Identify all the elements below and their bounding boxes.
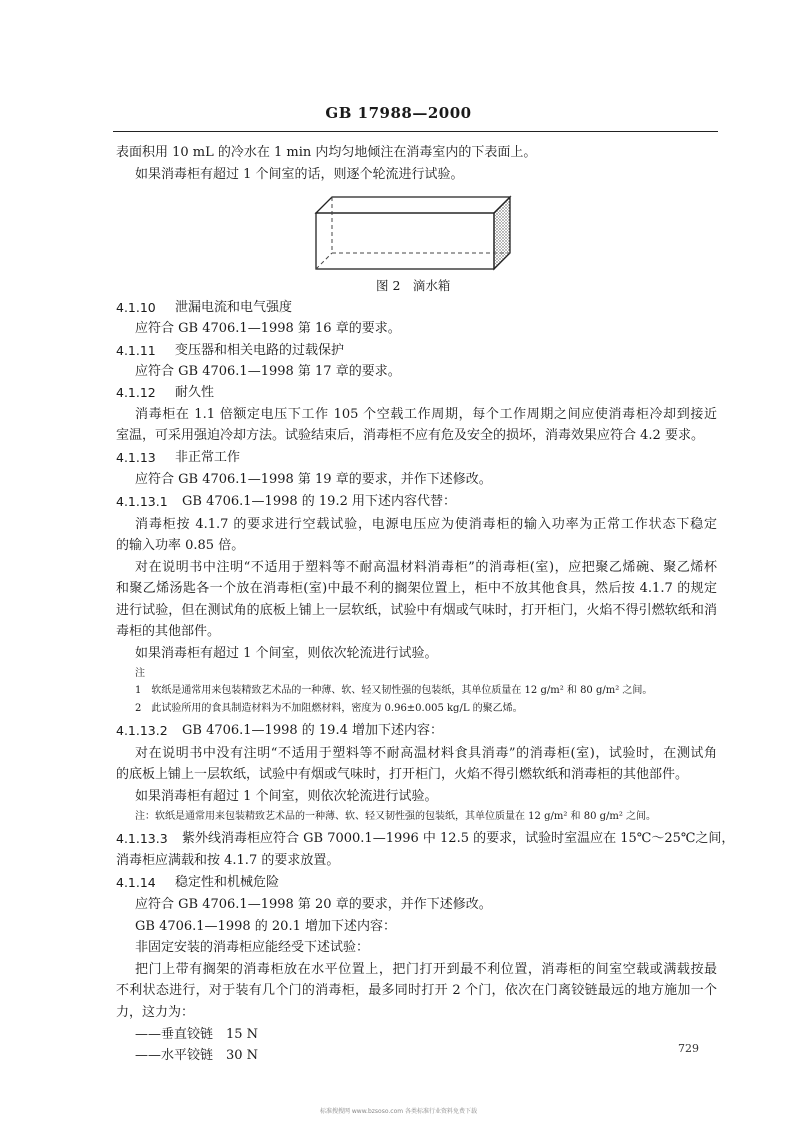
section-number: 4.1.13 — [116, 450, 156, 465]
list-item: ——水平铰链 30 N — [135, 1048, 259, 1063]
page-number: 729 — [678, 1042, 699, 1055]
section-title: 稳定性和机械危险 — [175, 875, 280, 890]
note-label: 注 — [135, 668, 145, 679]
paragraph-line: 室温，可采用强迫冷却方法。试验结束后，消毒柜不应有危及安全的损坏，消毒效果应符合 4.2 要求。 — [116, 428, 704, 443]
section-title: 耐久性 — [175, 385, 215, 400]
paragraph-line: 不利状态进行，对于装有几个门的消毒柜，最多同时打开 2 个门，依次在门离铰链最远的地方施加一个 — [116, 983, 717, 998]
standard-header: GB 17988—2000 — [325, 104, 472, 122]
paragraph-line: 应符合 GB 4706.1—1998 第 19 章的要求，并作下述修改。 — [135, 472, 492, 487]
footer-watermark: 标准搜搜网 www.bzsoso.com 各类标准行业资料免费下载 — [319, 1108, 478, 1115]
paragraph-line: 应符合 GB 4706.1—1998 第 16 章的要求。 — [135, 321, 401, 336]
list-item: ——垂直铰链 15 N — [135, 1027, 259, 1042]
paragraph-line: 对在说明书中注明“不适用于塑料等不耐高温材料消毒柜”的消毒柜(室)，应把聚乙烯碗、聚乙烯杯 — [135, 560, 717, 575]
paragraph-line: 的输入功率 0.85 倍。 — [116, 538, 245, 553]
section-title: 泄漏电流和电气强度 — [175, 300, 293, 315]
paragraph-line: 如果消毒柜有超过 1 个间室，则依次轮流进行试验。 — [135, 789, 438, 804]
note-line: 1 软纸是通常用来包装精致艺术品的一种薄、软、轻又韧性强的包装纸，其单位质量在 12 g/m² 和 80 g/m² 之间。 — [135, 685, 653, 696]
section-number: 4.1.13.1 — [116, 494, 168, 509]
section-title: 非正常工作 — [175, 450, 241, 465]
paragraph-line: 消毒柜在 1.1 倍额定电压下工作 105 个空载工作周期，每个工作周期之间应使消毒柜冷却到接近 — [135, 407, 717, 422]
section-number: 4.1.11 — [116, 343, 156, 358]
section-number: 4.1.13.2 — [116, 723, 168, 738]
header-rule — [113, 131, 718, 132]
paragraph-line: 力，这力为： — [116, 1005, 195, 1020]
note-line: 注：软纸是通常用来包装精致艺术品的一种薄、软、轻又韧性强的包装纸，其单位质量在 12 g/m² 和 80 g/m² 之间。 — [135, 811, 657, 822]
paragraph-line: 对在说明书中没有注明“不适用于塑料等不耐高温材料食具消毒”的消毒柜(室)，试验时，在测试角 — [135, 746, 717, 761]
box-front-face — [316, 213, 494, 269]
paragraph-line: 的底板上铺上一层软纸，试验中有烟或气味时，打开柜门，火焰不得引燃软纸和消毒柜的其他部件。 — [116, 767, 689, 782]
section-number: 4.1.10 — [116, 300, 156, 315]
paragraph-line: 消毒柜按 4.1.7 的要求进行空载试验，电源电压应为使消毒柜的输入功率为正常工作状态下稳定 — [135, 517, 717, 532]
paragraph-line: 应符合 GB 4706.1—1998 第 17 章的要求。 — [135, 364, 401, 379]
paragraph-line: 毒柜的其他部件。 — [116, 624, 221, 639]
paragraph-line: 如果消毒柜有超过 1 个间室的话，则逐个轮流进行试验。 — [135, 167, 464, 182]
paragraph-line: 如果消毒柜有超过 1 个间室，则依次轮流进行试验。 — [135, 646, 438, 661]
paragraph-line: 紫外线消毒柜应符合 GB 7000.1—1996 中 12.5 的要求，试验时室温应在 15℃～25℃之间， — [182, 831, 735, 846]
section-title: GB 4706.1—1998 的 19.4 增加下述内容： — [182, 723, 443, 738]
box-side-face — [494, 197, 510, 269]
section-number: 4.1.12 — [116, 385, 156, 400]
paragraph-line: 和聚乙烯汤匙各一个放在消毒柜(室)中最不利的搁架位置上，柜中不放其他食具，然后按 4.1.7 的规定 — [116, 581, 717, 596]
box-hidden-edge — [316, 253, 332, 269]
paragraph-line: 把门上带有搁架的消毒柜放在水平位置上，把门打开到最不利位置，消毒柜的间室空载或满载按最 — [135, 962, 717, 977]
section-number: 4.1.14 — [116, 875, 156, 890]
note-line: 2 此试验所用的食具制造材料为不加阻燃材料，密度为 0.96±0.005 kg/L 的聚乙烯。 — [135, 703, 523, 714]
section-number: 4.1.13.3 — [116, 831, 168, 846]
paragraph-line: 表面积用 10 mL 的冷水在 1 min 内均匀地倾注在消毒室内的下表面上。 — [116, 145, 537, 160]
section-title: 变压器和相关电路的过载保护 — [175, 343, 345, 358]
drip-box-figure — [310, 195, 520, 275]
paragraph-line: 进行试验，但在测试角的底板上铺上一层软纸，试验中有烟或气味时，打开柜门，火焰不得引燃软纸和消 — [116, 603, 717, 618]
box-top-face — [316, 197, 510, 213]
paragraph-line: GB 4706.1—1998 的 20.1 增加下述内容： — [135, 919, 396, 934]
section-title: GB 4706.1—1998 的 19.2 用下述内容代替： — [182, 494, 456, 509]
paragraph-line: 消毒柜应满载和按 4.1.7 的要求放置。 — [116, 853, 340, 868]
figure-caption: 图 2 滴水箱 — [376, 278, 451, 293]
paragraph-line: 应符合 GB 4706.1—1998 第 20 章的要求，并作下述修改。 — [135, 897, 492, 912]
paragraph-line: 非固定安装的消毒柜应能经受下述试验： — [135, 940, 370, 955]
